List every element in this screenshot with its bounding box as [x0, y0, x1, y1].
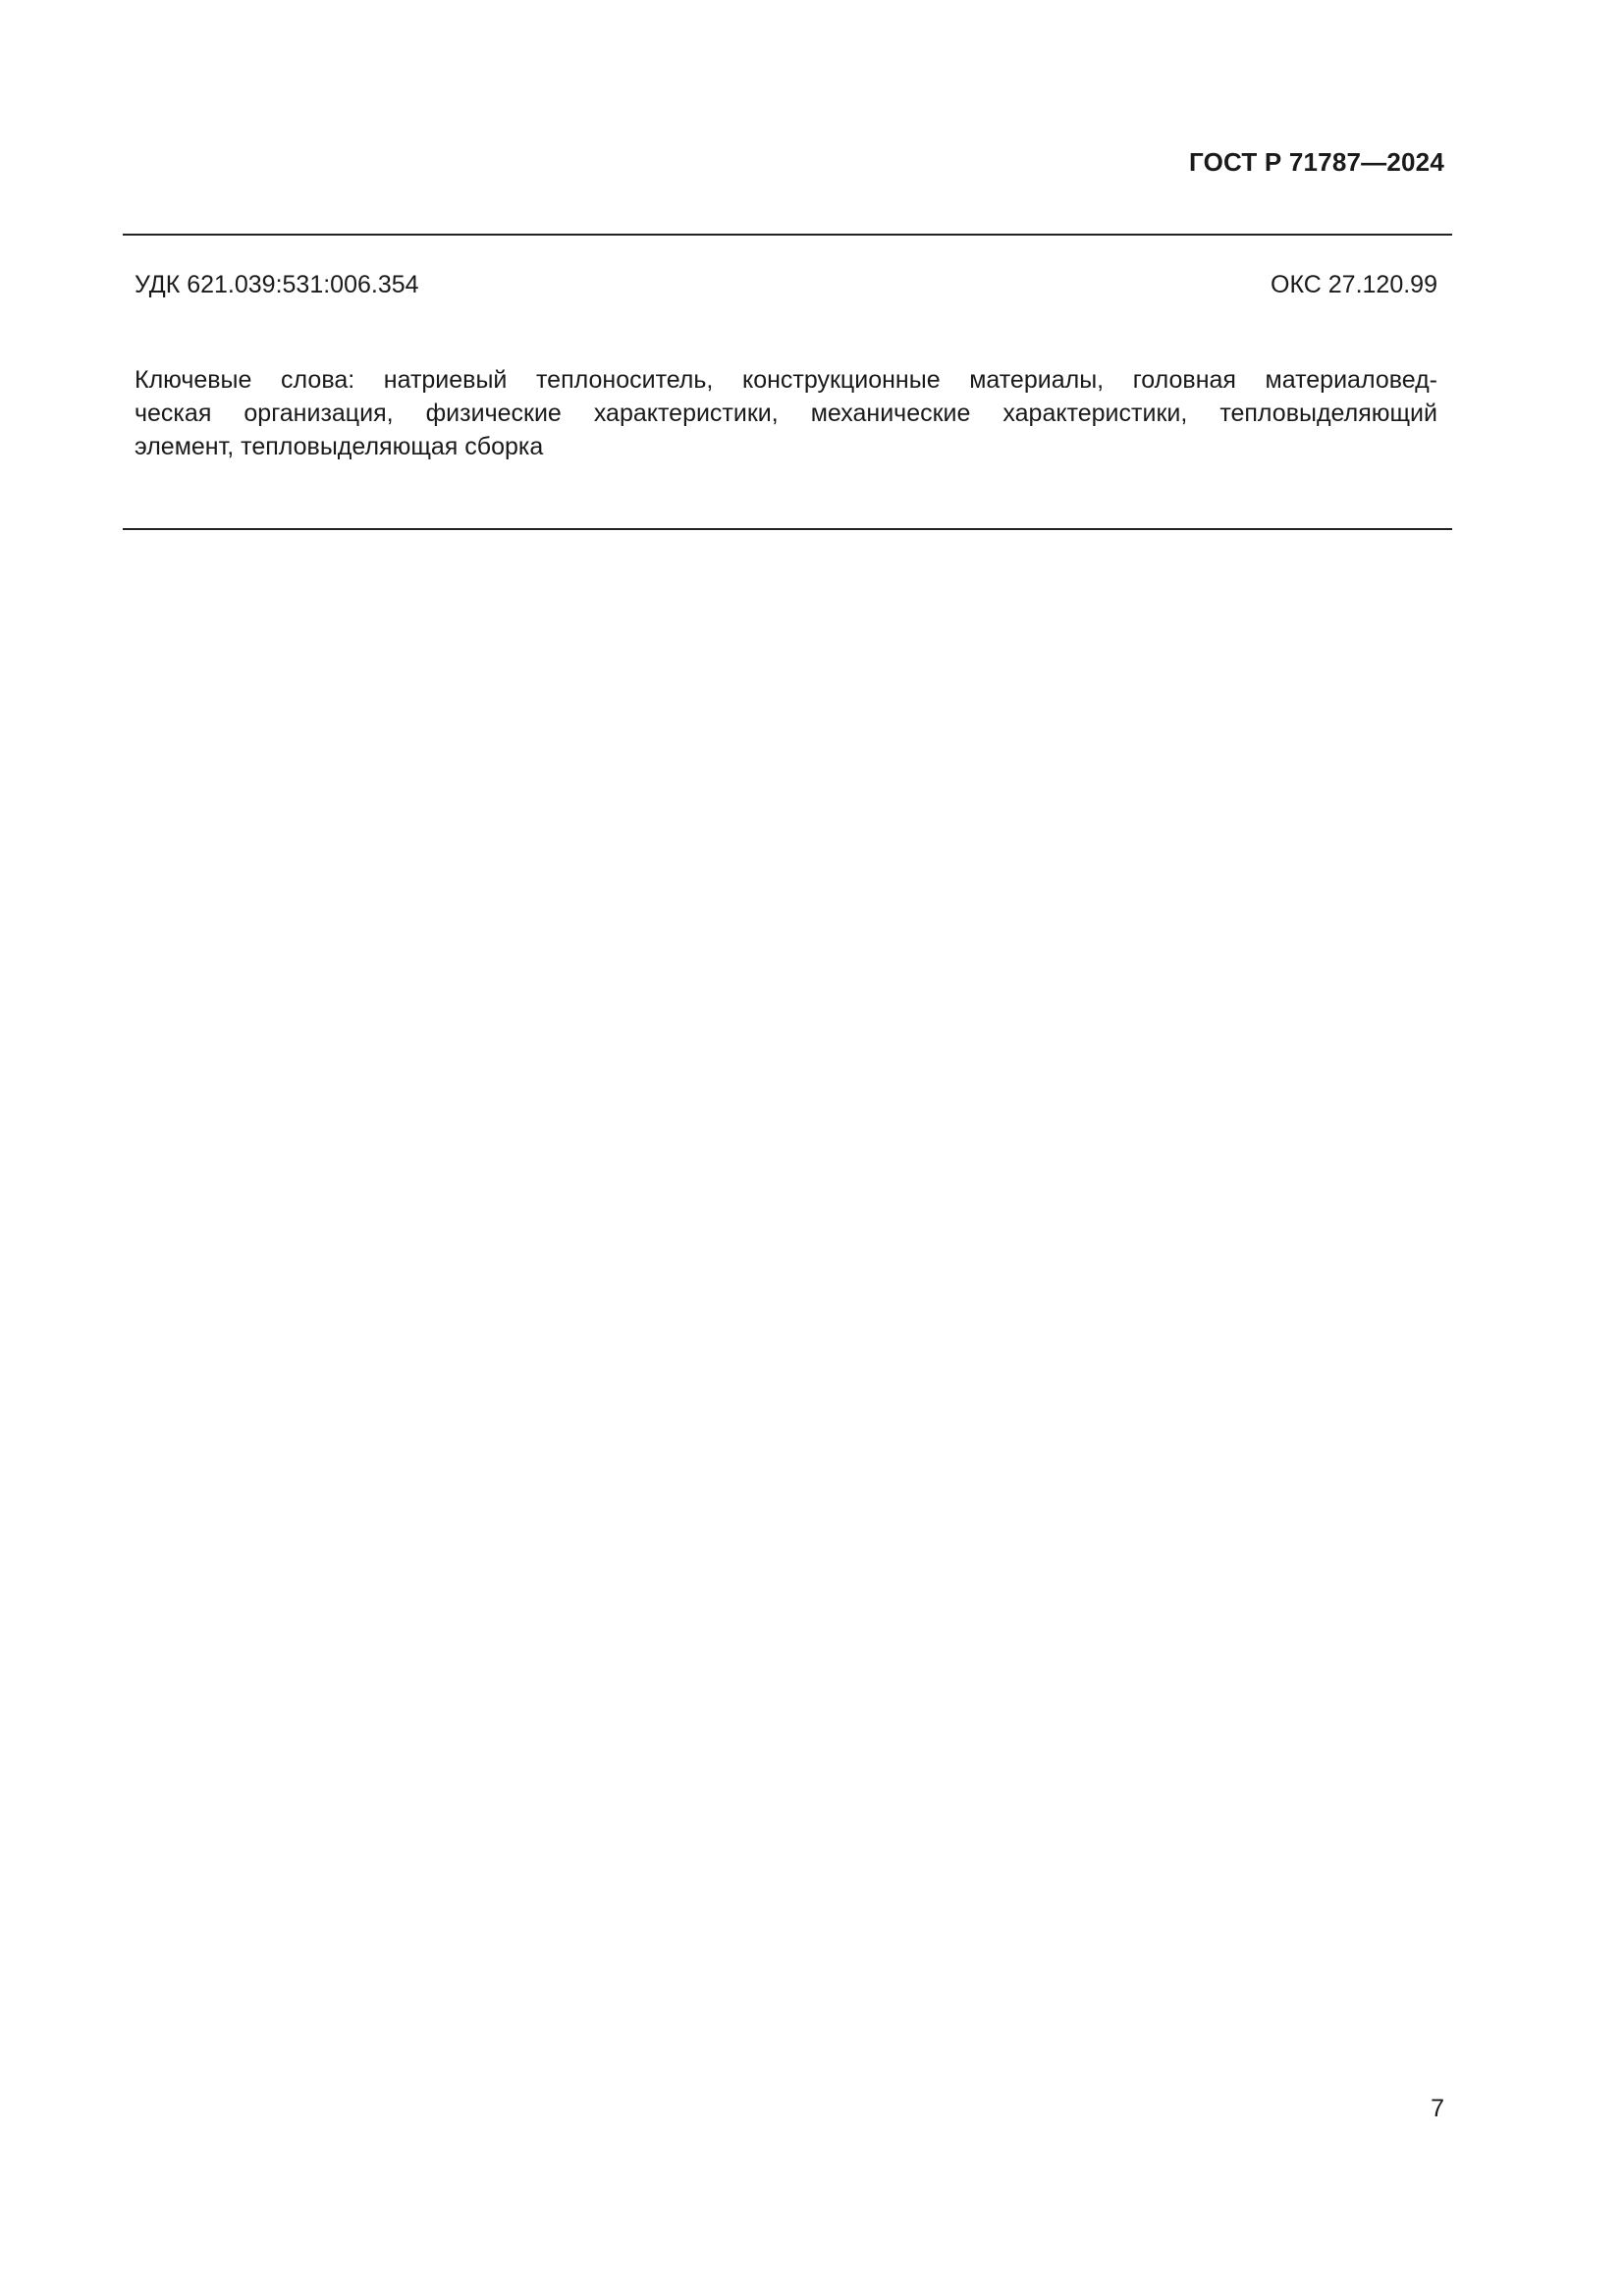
keywords-line: ческая организация, физические характеристики, механические характеристики, тепловыделяющий	[135, 400, 1437, 427]
oks-code: ОКС 27.120.99	[1271, 271, 1437, 298]
keywords-line: Ключевые слова: натриевый теплоноситель, конструкционные материалы, головная материаловед-	[135, 366, 1437, 394]
document-code: ГОСТ Р 71787—2024	[1189, 147, 1444, 177]
keywords-line: элемент, тепловыделяющая сборка	[135, 433, 544, 460]
keywords-block	[135, 363, 1437, 463]
bottom-divider	[123, 528, 1452, 530]
page-number: 7	[1431, 2095, 1444, 2122]
udk-code: УДК 621.039:531:006.354	[135, 271, 419, 298]
top-divider	[123, 234, 1452, 236]
